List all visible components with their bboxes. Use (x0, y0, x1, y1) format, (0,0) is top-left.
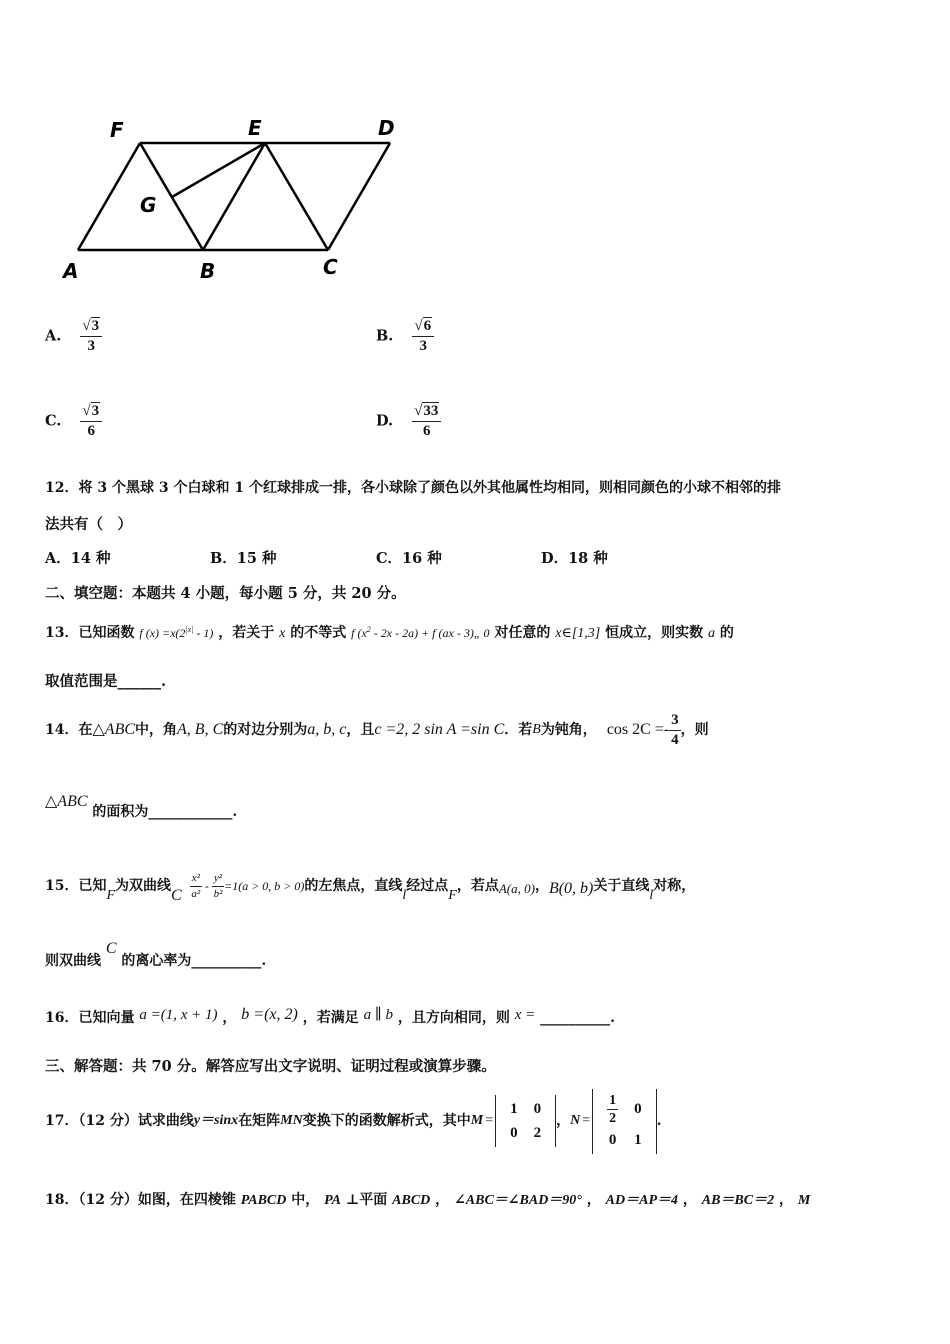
q18-pa: PA (324, 1193, 341, 1208)
q17-text-3: 变换下的函数解析式，其中 (302, 1113, 471, 1129)
q15-l: l (402, 888, 407, 903)
q15-text-8: 对称， (653, 878, 696, 894)
m-11: 1 (510, 1101, 518, 1117)
q15-eq: =1(a > 0, b > 0) (224, 879, 305, 893)
line-BE (203, 143, 265, 250)
n-11-num: 1 (609, 1092, 617, 1108)
label-C: C (323, 255, 338, 279)
q18-line (45, 1190, 810, 1211)
q15-c2: C (105, 940, 117, 957)
q14-cos: cos 2C =- (606, 721, 670, 738)
q13-ineq: f (x (351, 626, 367, 640)
option-b-label: B. (376, 327, 394, 345)
q13-ineq2: - 2x - 2a) + f (ax - 3)„ 0 (370, 626, 490, 640)
q14-text-5: ．若 (504, 722, 533, 738)
q17-text-5: . (656, 1113, 662, 1129)
n-22: 1 (634, 1131, 642, 1148)
label-G: G (140, 193, 157, 217)
q15-yn: y² (212, 872, 224, 887)
option-c-den: 6 (87, 423, 96, 439)
line-GE (172, 143, 265, 197)
q15-text-4: 经过点 (406, 878, 449, 894)
n-11-den: 2 (609, 1110, 617, 1126)
label-E: E (248, 116, 262, 140)
q13-inequality (351, 626, 489, 640)
q18-text-2: 中， (291, 1192, 320, 1208)
option-a-den: 3 (87, 338, 95, 354)
q13-text-6: 的 (719, 625, 734, 641)
q13-domain: x∈[1,3] (555, 626, 601, 641)
q18-pabcd: PABCD (240, 1193, 287, 1208)
q18-ad: AD＝AP＝4 (605, 1193, 678, 1208)
q11-option-d (376, 403, 441, 440)
option-b-den: 3 (419, 338, 427, 354)
q17-curve: y＝sinx (193, 1113, 239, 1128)
q13-line1 (45, 620, 734, 644)
q11-option-c (45, 403, 102, 440)
q14-text-1: 14．在 (45, 722, 93, 738)
q17-text-2: 在矩阵 (238, 1113, 281, 1129)
option-a-radicand: 3 (91, 318, 100, 334)
q15-xd: a² (191, 887, 201, 900)
q17-text-1: 17．（12 分）试求曲线 (45, 1113, 194, 1129)
q18-text-6: ， (682, 1192, 697, 1208)
m-22: 2 (533, 1125, 542, 1141)
q13-text-3: 的不等式 (290, 625, 347, 641)
q13-text-2: ，若关于 (218, 625, 275, 641)
q13-f-end: - 1) (193, 626, 214, 640)
q16-blank: __________. (540, 1010, 616, 1026)
q16-text-4: ，且方向相同，则 (397, 1010, 510, 1026)
option-c-value: $\frac{√3}{6}$ (80, 403, 102, 440)
option-c-label: C. (45, 412, 62, 430)
q13-a: a (707, 626, 715, 641)
q16-text-2: ， (222, 1010, 237, 1026)
q14-text-8: 的面积为____________. (92, 804, 238, 820)
option-b-radicand: 6 (423, 318, 432, 334)
q16-text-1: 16．已知向量 (45, 1010, 135, 1026)
q15-frac-x (190, 872, 202, 901)
q15-c: C (171, 887, 182, 904)
q15-text-9: 则双曲线 (45, 953, 101, 969)
option-d-radicand: 33 (423, 403, 439, 419)
label-F: F (110, 118, 124, 142)
q15-text-6: ， (534, 878, 549, 894)
q14-text-2: 中，角 (135, 722, 178, 738)
q12-line1: 12．将 3 个黑球 3 个白球和 1 个红球排成一排，各小球除了颜色以外其他属性均相同，则相同颜色的小球不相邻的排 (45, 480, 781, 496)
q15-xn: x² (190, 872, 202, 887)
q12-line2: 法共有（ ） (45, 516, 132, 533)
q11-option-b (376, 318, 434, 355)
q16-x: x = (514, 1007, 536, 1023)
q18-text-4: ， (435, 1192, 450, 1208)
option-d-label: D. (376, 412, 394, 430)
q14-den: 4 (671, 731, 679, 748)
q14-b: B (532, 722, 541, 737)
q18-text-7: ， (778, 1192, 793, 1208)
q15-yd: b² (213, 887, 223, 900)
option-a-label: A. (45, 327, 62, 345)
q18-angles: ∠ABC＝∠BAD＝90° (454, 1193, 582, 1208)
q18-text-1: 18．（12 分）如图，在四棱锥 (45, 1192, 236, 1208)
q13-sq: 2 (366, 625, 371, 634)
q16-line (45, 1008, 615, 1028)
q15-line1: 15．已知 F 为双曲线 C $\frac{\text{x²}}{\text{a²}}$ - $\frac{\text{y²}}{\text{b²}}$ =1(a > 0, b > 0) 的左焦点，直线 l 经过点 F ，若点 A(a, 0) ， B(0, b) 关于直线 l 对称， (45, 871, 696, 904)
label-D: D (378, 116, 395, 140)
q14-angles: A, B, C (177, 721, 224, 738)
q15-f: F (106, 888, 116, 903)
q15-text-10: 的离心率为__________. (121, 953, 267, 969)
q16-vector-b: b =(x, 2) (241, 1006, 298, 1023)
q12-option-d: D．18 种 (541, 550, 608, 567)
q15-text-1: 15．已知 (45, 878, 107, 894)
q11-option-a (45, 318, 102, 355)
q16-text-3: ，若满足 (302, 1010, 359, 1026)
q15-text-2: 为双曲线 (115, 878, 172, 894)
n-21: 0 (608, 1131, 617, 1148)
q14-text-4: ，且 (346, 722, 375, 738)
figure-lines (78, 143, 390, 250)
line-EC (265, 143, 328, 250)
q18-abcd: ABCD (392, 1193, 431, 1208)
n-12: 0 (634, 1101, 642, 1117)
q17-n: N (570, 1113, 581, 1128)
q18-m: M (797, 1193, 811, 1208)
q14-condition: c =2, 2 sin A =sin C (374, 721, 505, 738)
label-B: B (200, 259, 216, 283)
n-11 (607, 1093, 618, 1126)
q13-text-4: 对任意的 (494, 625, 551, 641)
q18-text-3: ⊥平面 (345, 1192, 388, 1208)
q16-parallel: a ∥ b (363, 1007, 394, 1023)
q13-line2: 取值范围是______. (45, 673, 167, 690)
q14-line1 (45, 706, 709, 754)
option-a-value: $\frac{√3}{3}$ (80, 318, 102, 355)
q15-line2 (45, 940, 267, 971)
q12-option-b: B．15 种 (210, 550, 277, 567)
q14-num: 3 (669, 712, 681, 731)
q13-x: x (279, 626, 286, 641)
q18-text-5: ， (586, 1192, 601, 1208)
q17-line: 17．（12 分）试求曲线 y＝sinx 在矩阵 MN 变换下的函数解析式，其中 M = 1 0 0 2 ， N = $\frac{1}{2}$ 0 0 1 . (45, 1082, 662, 1160)
q12-option-c: C．16 种 (376, 550, 442, 567)
q15-f2: F (448, 888, 457, 903)
q13-exp: |x| (185, 625, 194, 634)
q14-text-7: ，则 (680, 722, 709, 738)
q14-line2 (45, 793, 238, 822)
q13-function (139, 626, 213, 640)
label-A: A (63, 259, 79, 283)
line-CD (328, 143, 390, 250)
option-d-den: 6 (423, 423, 431, 439)
option-b-value: $\frac{√6}{3}$ (412, 318, 434, 355)
q13-text-1: 13．已知函数 (45, 625, 135, 641)
q17-m: M (470, 1113, 484, 1128)
q17-matrix-m (495, 1095, 556, 1147)
line-AF (78, 143, 140, 250)
q15-point-a: A(a, 0) (498, 881, 535, 896)
q14-text-3: 的对边分别为 (223, 722, 308, 738)
q13-f: f (x) =x(2 (139, 626, 186, 640)
q15-text-7: 关于直线 (593, 878, 650, 894)
q14-triangle: △ABC (92, 721, 136, 738)
q12-option-a: A．14 种 (45, 550, 111, 567)
q18-ab: AB＝BC＝2 (701, 1193, 775, 1208)
q15-point-b: B(0, b) (548, 880, 594, 897)
q17-text-4: ， (556, 1113, 571, 1129)
q16-vector-a: a =(1, x + 1) (139, 1007, 218, 1023)
q15-frac-y (212, 872, 224, 901)
q15-text-5: ，若点 (456, 878, 499, 894)
geometry-figure (55, 110, 425, 290)
m-21: 0 (510, 1125, 518, 1141)
q14-sides: a, b, c (307, 721, 347, 738)
q17-mn: MN (280, 1113, 303, 1128)
q15-text-3: 的左焦点，直线 (304, 878, 403, 894)
option-d-value: $\frac{√33}{6}$ (412, 403, 441, 440)
section-2-heading: 二、填空题：本题共 4 小题，每小题 5 分，共 20 分。 (45, 585, 406, 602)
q17-matrix-n (592, 1089, 657, 1154)
q14-triangle-2: △ABC (45, 793, 88, 810)
q14-text-6: 为钝角， (540, 722, 597, 738)
m-12: 0 (533, 1101, 542, 1117)
q15-l2: l (649, 888, 654, 903)
option-c-radicand: 3 (91, 403, 100, 419)
q14-fraction (669, 712, 681, 749)
section-3-heading: 三、解答题：共 70 分。解答应写出文字说明、证明过程或演算步骤。 (45, 1058, 496, 1075)
q13-text-5: 恒成立，则实数 (605, 625, 704, 641)
